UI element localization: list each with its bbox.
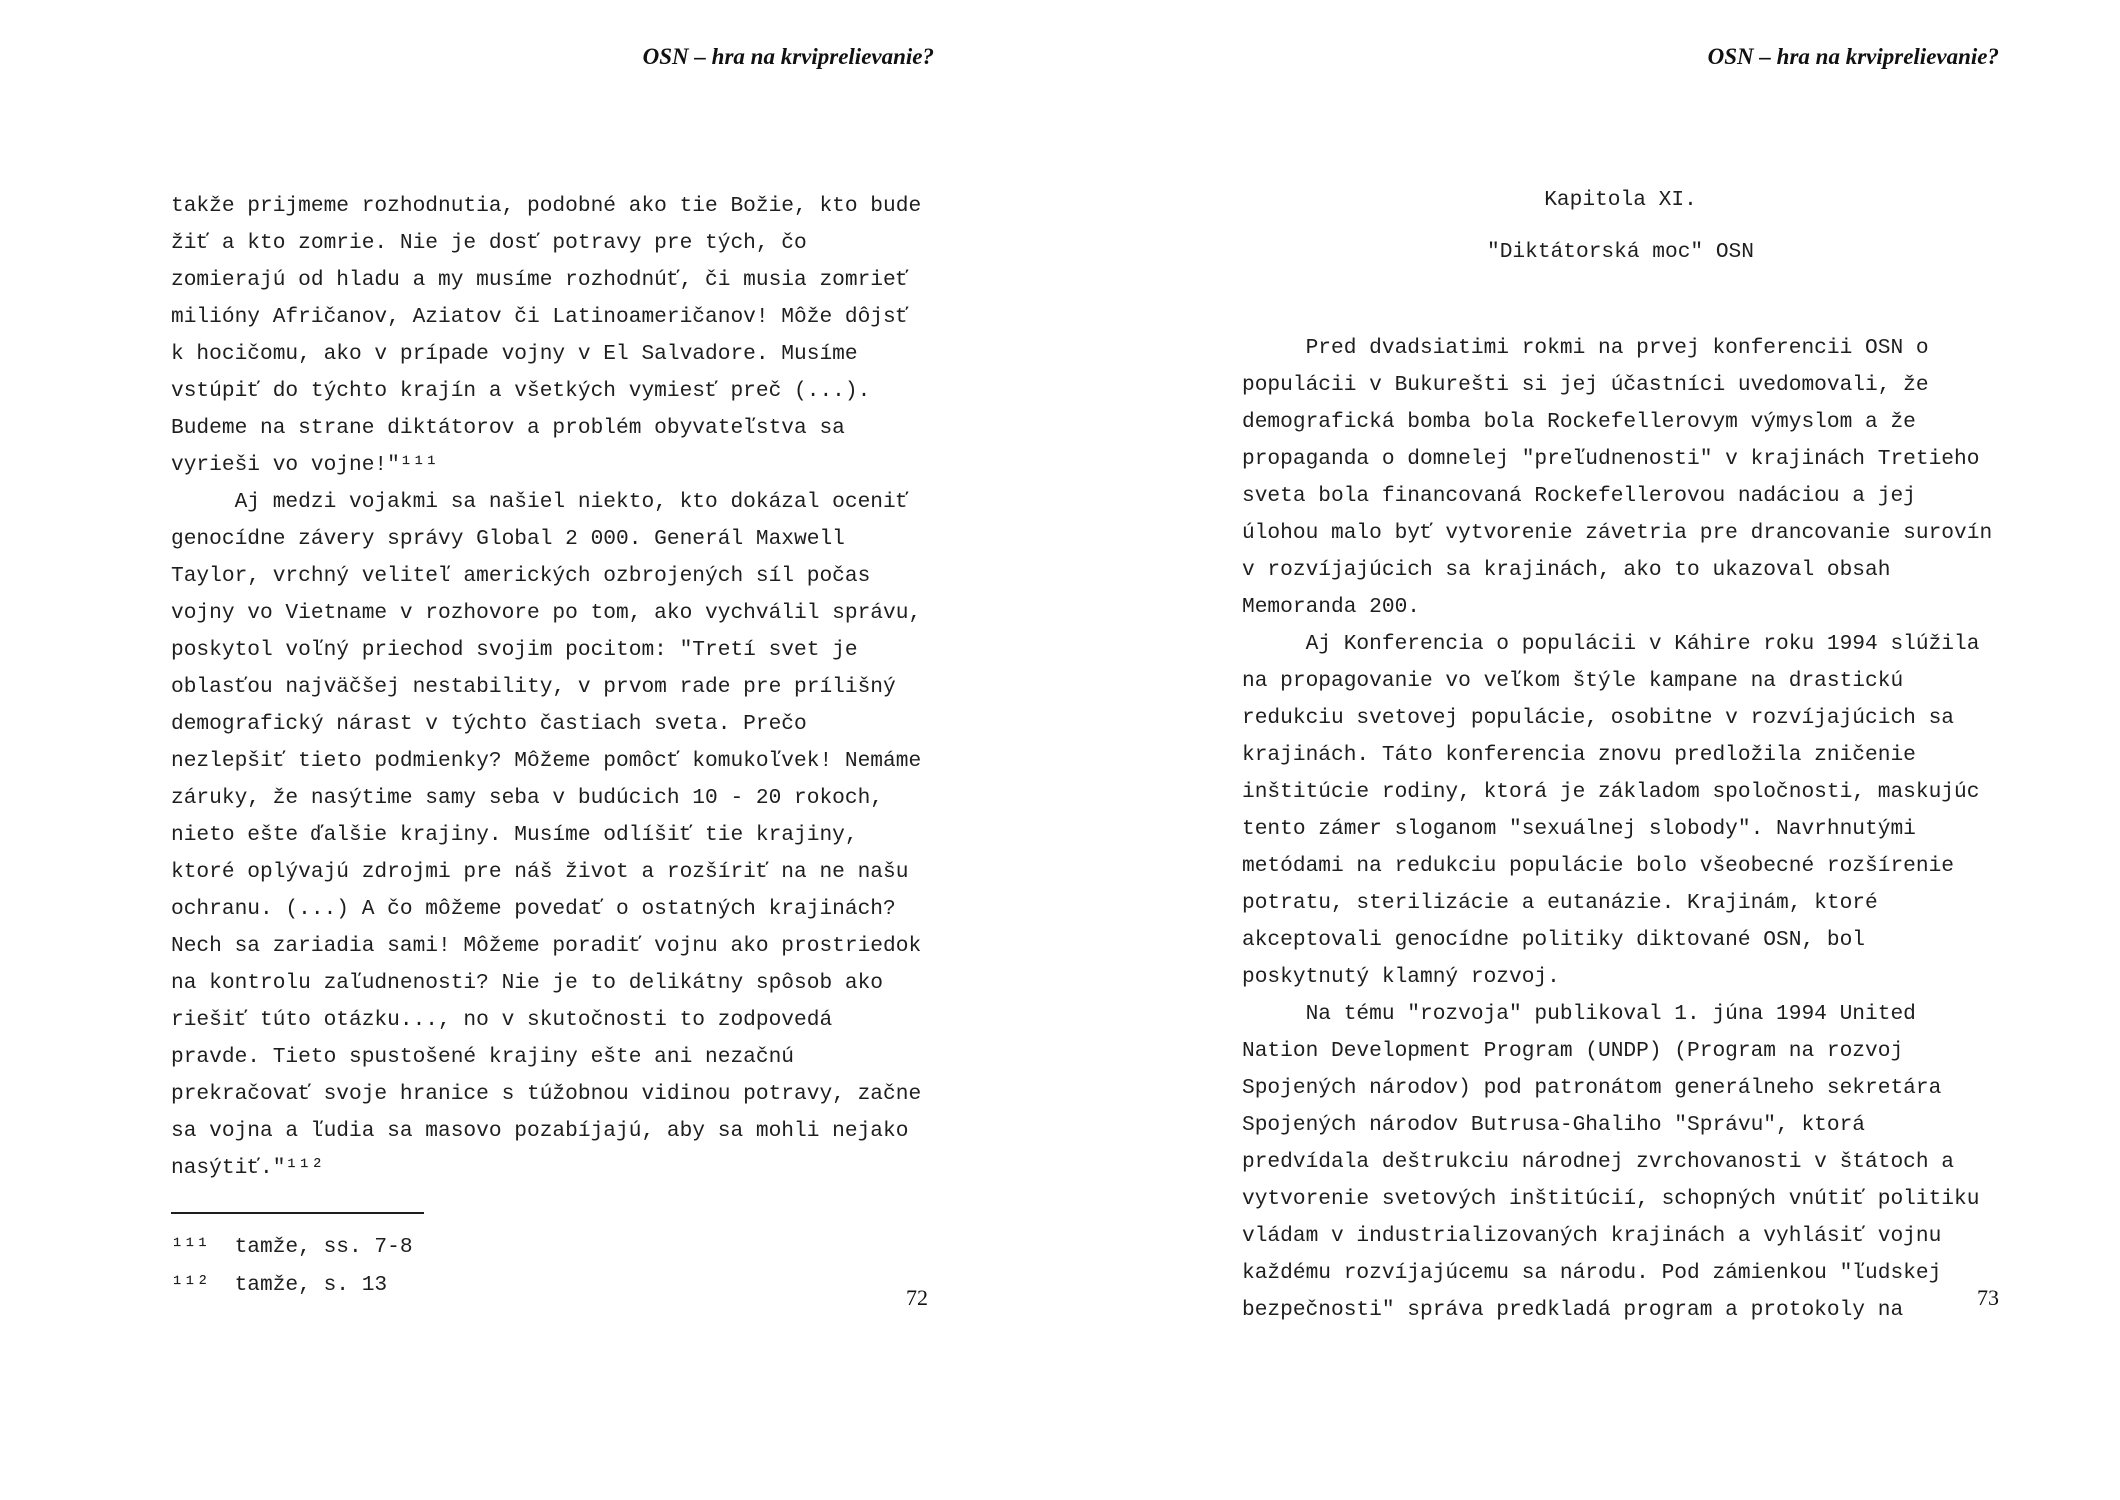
text-line: oblasťou najväčšej nestability, v prvom rade pre prílišný (171, 675, 896, 699)
text-line: demografický nárast v týchto častiach sveta. Prečo (171, 712, 807, 736)
text-line: ktoré oplývajú zdrojmi pre náš život a rozšíriť na ne našu (171, 860, 909, 884)
text-line: populácii v Bukurešti si jej účastníci uvedomovali, že (1242, 373, 1929, 397)
text-line: riešiť túto otázku..., no v skutočnosti to zodpovedá (171, 1008, 833, 1032)
running-header-left: OSN – hra na krviprelievanie? (642, 44, 934, 69)
text-line: v rozvíjajúcich sa krajinách, ako to ukazoval obsah (1242, 558, 1891, 582)
text-line: demografická bomba bola Rockefellerovym výmyslom a že (1242, 410, 1916, 434)
text-line: potratu, sterilizácie a eutanázie. Krajinám, ktoré (1242, 891, 1878, 915)
page-right (1060, 0, 2120, 1500)
text-line: Spojených národov Butrusa-Ghaliho "Správu", ktorá (1242, 1113, 1866, 1137)
chapter-subheading: "Diktátorská moc" OSN (1486, 240, 1754, 264)
text-line: vstúpiť do týchto krajín a všetkých vymiesť preč (...). (171, 379, 871, 403)
text-line: predvídala deštrukciu národnej zvrchovanosti v štátoch a (1242, 1150, 1955, 1174)
text-line: Taylor, vrchný veliteľ amerických ozbrojených síl počas (171, 564, 871, 588)
text-line: vládam v industrializovaných krajinách a vyhlásiť vojnu (1242, 1224, 1942, 1248)
text-line: Nation Development Program (UNDP) (Program na rozvoj (1242, 1039, 1904, 1063)
text-line: Na tému "rozvoja" publikoval 1. júna 1994 United (1242, 1002, 1916, 1026)
text-line: ¹¹² tamže, s. 13 (171, 1273, 388, 1297)
text-line: Aj Konferencia o populácii v Káhire roku 1994 slúžila (1242, 632, 1980, 656)
text-line: záruky, že nasýtime samy seba v budúcich 10 - 20 rokoch, (171, 786, 884, 810)
text-line: nieto ešte ďalšie krajiny. Musíme odlíšiť tie krajiny, (171, 823, 858, 847)
text-line: poskytnutý klamný rozvoj. (1242, 965, 1560, 989)
text-line: pravde. Tieto spustošené krajiny ešte ani nezačnú (171, 1045, 795, 1069)
text-line: vytvorenie svetových inštitúcií, schopných vnútiť politiku (1242, 1187, 1980, 1211)
text-line: Aj medzi vojakmi sa našiel niekto, kto dokázal oceniť (171, 490, 909, 514)
text-line: úlohou malo byť vytvorenie závetria pre drancovanie surovín (1242, 521, 1993, 545)
text-line: akceptovali genocídne politiky diktované OSN, bol (1242, 928, 1866, 952)
text-line: vyrieši vo vojne!"¹¹¹ (171, 453, 439, 477)
text-line: na propagovanie vo veľkom štýle kampane na drastickú (1242, 669, 1904, 693)
text-line: propaganda o domnelej "preľudnenosti" v krajinách Tretieho (1242, 447, 1980, 471)
body-text-right (1242, 330, 2012, 1329)
running-header-right: OSN – hra na krviprelievanie? (1707, 44, 1999, 69)
text-line: ¹¹¹ tamže, ss. 7-8 (171, 1235, 413, 1259)
text-line: vojny vo Vietname v rozhovore po tom, ako vychválil správu, (171, 601, 922, 625)
text-line: prekračovať svoje hranice s túžobnou vidinou potravy, začne (171, 1082, 922, 1106)
text-line: Memoranda 200. (1242, 595, 1421, 619)
page-number-left: 72 (906, 1285, 928, 1310)
chapter-heading: Kapitola XI. (1544, 188, 1697, 212)
text-line: poskytol voľný priechod svojim pocitom: "Tretí svet je (171, 638, 858, 662)
text-line: žiť a kto zomrie. Nie je dosť potravy pre tých, čo (171, 231, 807, 255)
text-line: nasýtiť."¹¹² (171, 1156, 324, 1180)
text-line: nezlepšiť tieto podmienky? Môžeme pomôcť komukoľvek! Nemáme (171, 749, 922, 773)
text-line: bezpečnosti" správa predkladá program a protokoly na (1242, 1298, 1904, 1322)
page-number-right: 73 (1977, 1285, 1999, 1310)
text-line: na kontrolu zaľudnenosti? Nie je to delikátny spôsob ako (171, 971, 884, 995)
text-line: Budeme na strane diktátorov a problém obyvateľstva sa (171, 416, 845, 440)
text-line: milióny Afričanov, Aziatov či Latinoameričanov! Môže dôjsť (171, 305, 909, 329)
text-line: Spojených národov) pod patronátom generálneho sekretára (1242, 1076, 1942, 1100)
text-line: zomierajú od hladu a my musíme rozhodnúť, či musia zomrieť (171, 268, 909, 292)
text-line: Nech sa zariadia sami! Môžeme poradiť vojnu ako prostriedok (171, 934, 922, 958)
text-line: inštitúcie rodiny, ktorá je základom spoločnosti, maskujúc (1242, 780, 1980, 804)
text-line: takže prijmeme rozhodnutia, podobné ako tie Božie, kto bude (171, 194, 922, 218)
text-line: ochranu. (...) A čo môžeme povedať o ostatných krajinách? (171, 897, 896, 921)
text-line: tento zámer sloganom "sexuálnej slobody". Navrhnutými (1242, 817, 1916, 841)
text-line: sveta bola financovaná Rockefellerovou nadáciou a jej (1242, 484, 1916, 508)
text-line: metódami na redukciu populácie bolo všeobecné rozšírenie (1242, 854, 1955, 878)
footnote-divider (171, 1212, 424, 1214)
text-line: Pred dvadsiatimi rokmi na prvej konferencii OSN o (1242, 336, 1929, 360)
text-line: sa vojna a ľudia sa masovo pozabíjajú, aby sa mohli nejako (171, 1119, 909, 1143)
text-line: redukciu svetovej populácie, osobitne v rozvíjajúcich sa (1242, 706, 1955, 730)
body-text-left (171, 188, 941, 1187)
text-line: krajinách. Táto konferencia znovu predložila zničenie (1242, 743, 1916, 767)
text-line: genocídne závery správy Global 2 000. Generál Maxwell (171, 527, 845, 551)
text-line: k hocičomu, ako v prípade vojny v El Salvadore. Musíme (171, 342, 858, 366)
text-line: každému rozvíjajúcemu sa národu. Pod zámienkou "ľudskej (1242, 1261, 1942, 1285)
